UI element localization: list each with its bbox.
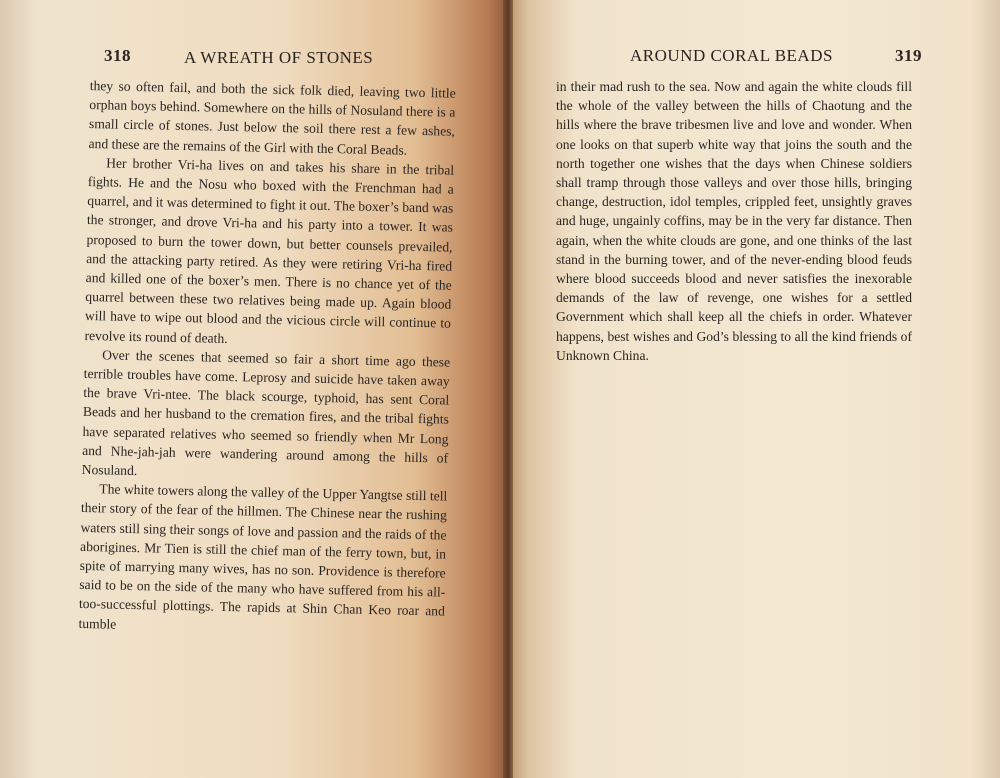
- left-page-number: 318: [104, 46, 131, 65]
- left-paragraph-2: Her brother Vri-ha lives on and takes his share in the tribal fights. He and the Nosu who boxed with the Frenchman had a quarrel, and it was determined to fight it out. The boxer’s band was the stronger, and drove Vri-ha and his party into a tower. It was proposed to burn the tower down, but better counsels prevailed, and the attacking party retired. As they were retiring Vri-ha fired and killed one of the boxer’s men. There is no chance yet of the quarrel between these two relatives being made up. Again blood will have to wipe out blood and the vicious circle will continue to revolve its round of death.: [84, 155, 455, 346]
- right-paragraph-1: in their mad rush to the sea. Now and again the white clouds fill the whole of the valley between the hills of Chaotung and the hills where the brave tribesmen live and love and wonder. When one looks on that superb white way that joins the south and the north together one wishes that the days when Chinese soldiers shall tramp through those valleys and over those hills, bringing change, destruction, idol temples, crippled feet, unsightly graves and huge, ungainly coffins, may be in the very far distance. Then again, when the white clouds are gone, and one thinks of the last stand in the burning tower, and of the never-ending blood feuds where blood succeeds blood and never satisfies the inexorable demands of the law of revenge, one wishes for a settled Government which shall keep all the chiefs in order. Whatever happens, best wishes and God’s blessing to all the kind friends of Unknown China.: [556, 79, 912, 363]
- right-page-body: [556, 77, 912, 365]
- book-gutter: [503, 0, 513, 778]
- left-paragraph-1: they so often fail, and both the sick folk died, leaving two little orphan boys behind. Somewhere on the hills of Nosuland there is a small circle of stones. Just below the soil there rest a few ashes, and these are the remains of the Girl with the Coral Beads.: [88, 77, 456, 158]
- left-paragraph-3: Over the scenes that seemed so fair a short time ago these terrible troubles have come. Leprosy and suicide have taken away the brave Vri-ntee. The black scourge, typhoid, has sent Coral Beads and her husband to the cremation fires, and the tribal fights have separated relatives who seemed so friendly when Mr Long and Nhe-jah-jah were wandering around among the hills of Nosuland.: [81, 347, 451, 479]
- left-running-title: A WREATH OF STONES: [184, 48, 374, 67]
- right-running-title: AROUND CORAL BEADS: [630, 46, 833, 65]
- right-page: [508, 0, 1000, 778]
- left-page-body: [78, 76, 456, 640]
- left-paragraph-4: The white towers along the valley of the Upper Yangtse still tell their story of the fear of the hillmen. The Chinese near the rushing waters still sing their songs of love and passion and the raids of the aborigines. Mr Tien is still the chief man of the ferry town, but, in spite of marrying many wives, has no son. Providence is therefore said to be on the side of the many who have suffered from his all-too-successful plottings. The rapids at Shin Chan Keo roar and tumble: [78, 481, 448, 632]
- right-page-number: 319: [895, 46, 922, 65]
